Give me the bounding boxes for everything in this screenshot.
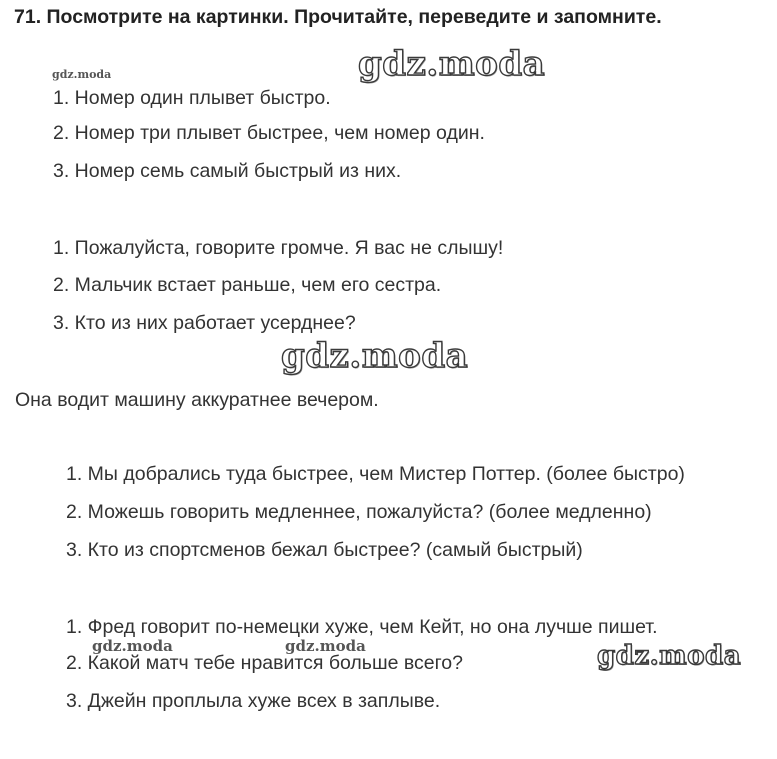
watermark-small-top: gdz.moda [52,68,112,81]
group3-line-3: 3. Кто из спортсменов бежал быстрее? (самый быстрый) [66,539,583,561]
group4-line-2: 2. Какой матч тебе нравится больше всего? [66,652,463,674]
group4-line-3: 3. Джейн проплыла хуже всех в заплыве. [66,690,441,712]
standalone-sentence: Она водит машину аккуратнее вечером. [15,389,379,411]
group2-line-1: 1. Пожалуйста, говорите громче. Я вас не слышу! [53,237,504,259]
group3-line-1: 1. Мы добрались туда быстрее, чем Мистер Поттер. (более быстро) [66,463,685,485]
watermark-top: gdz.moda [358,44,546,84]
group1-line-2: 2. Номер три плывет быстрее, чем номер один. [53,122,485,144]
group2-line-3: 3. Кто из них работает усерднее? [53,312,356,334]
watermark-bottom: gdz.moda [597,641,742,671]
group3-line-2: 2. Можешь говорить медленнее, пожалуйста? (более медленно) [66,501,652,523]
group1-line-1: 1. Номер один плывет быстро. [53,87,331,109]
watermark-middle: gdz.moda [281,336,469,376]
group2-line-2: 2. Мальчик встает раньше, чем его сестра. [53,274,442,296]
watermark-small-bottom-mid: gdz.moda [285,637,366,655]
exercise-title: 71. Посмотрите на картинки. Прочитайте, переведите и запомните. [14,6,662,28]
group1-line-3: 3. Номер семь самый быстрый из них. [53,160,402,182]
watermark-small-bottom-left: gdz.moda [92,637,173,655]
group4-line-1: 1. Фред говорит по-немецки хуже, чем Кейт, но она лучше пишет. [66,616,658,638]
